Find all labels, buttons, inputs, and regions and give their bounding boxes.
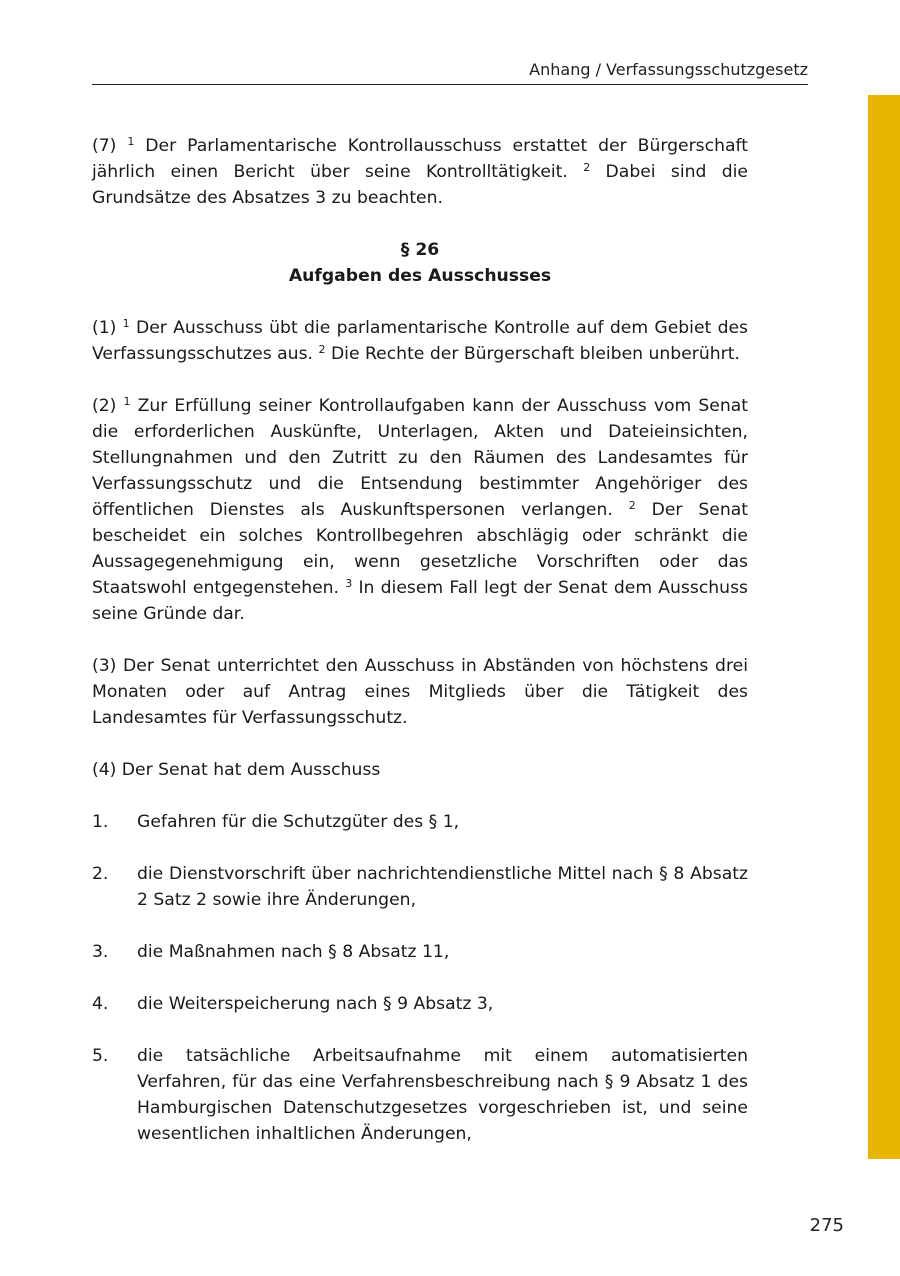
sentence-text: Der Ausschuss übt die parlamentarische Kontrolle auf dem Gebiet des Verfassungsschutzes aus. bbox=[92, 318, 749, 364]
list-item bbox=[92, 809, 748, 835]
sentence-number: 2 bbox=[583, 161, 591, 174]
list-item-text: die Dienstvorschrift über nachrichtendienstliche Mittel nach § 8 Absatz 2 Satz 2 sowie ihre Änderungen, bbox=[137, 864, 748, 910]
page-body bbox=[92, 133, 748, 1173]
paragraph-7 bbox=[92, 133, 748, 211]
sentence-text: Der Senat bescheidet ein solches Kontrollbegehren abschlägig oder schränkt die Aussagegenehmigung ein, wenn gesetzliche Vorschriften oder das Staatswohl entgegenstehen. bbox=[92, 500, 748, 598]
list-item bbox=[92, 991, 748, 1017]
sentence-number: 2 bbox=[318, 343, 326, 356]
sentence-text: Dabei sind die Grundsätze des Absatzes 3 zu beachten. bbox=[92, 162, 749, 208]
paragraph-label: (2) bbox=[92, 396, 117, 416]
paragraph-label: (7) bbox=[92, 136, 117, 156]
list-item bbox=[92, 861, 748, 913]
list-item-number: 2. bbox=[92, 864, 109, 884]
sentence-number: 1 bbox=[127, 135, 135, 148]
list-item-text: Gefahren für die Schutzgüter des § 1, bbox=[137, 812, 460, 832]
sentence-number: 2 bbox=[628, 499, 636, 512]
chapter-tab-marker bbox=[868, 95, 900, 1159]
sentence-number: 1 bbox=[123, 395, 131, 408]
list-item bbox=[92, 939, 748, 965]
section-title: Aufgaben des Ausschusses bbox=[288, 266, 552, 286]
sentence-text: In diesem Fall legt der Senat dem Ausschuss seine Gründe dar. bbox=[92, 578, 748, 624]
sentence-text: Der Parlamentarische Kontrollausschuss erstattet der Bürgerschaft jährlich einen Bericht über seine Kontrolltätigkeit. bbox=[92, 136, 748, 182]
running-title: Anhang / Verfassungsschutzgesetz bbox=[529, 60, 808, 79]
paragraph-4-intro: (4) Der Senat hat dem Ausschuss bbox=[92, 760, 381, 780]
list-item-text: die Weiterspeicherung nach § 9 Absatz 3, bbox=[137, 994, 494, 1014]
sentence-number: 1 bbox=[122, 317, 130, 330]
paragraph-3: (3) Der Senat unterrichtet den Ausschuss in Abständen von höchstens drei Monaten oder auf Antrag eines Mitglieds über die Tätigkeit des Landesamtes für Verfassungsschutz. bbox=[92, 656, 748, 728]
paragraph-2 bbox=[92, 393, 748, 627]
list-item-text: die tatsächliche Arbeitsaufnahme mit einem automatisierten Verfahren, für das eine Verfahrensbeschreibung nach § 9 Absatz 1 des Hamburgischen Datenschutzgesetzes vorgeschrieben ist, und seine wesentlichen inhaltlichen Änderungen, bbox=[137, 1046, 748, 1144]
sentence-number: 3 bbox=[345, 577, 353, 590]
list-item-number: 3. bbox=[92, 942, 109, 962]
sentence-text: Zur Erfüllung seiner Kontrollaufgaben kann der Ausschuss vom Senat die erforderlichen Auskünfte, Unterlagen, Akten und Dateieinsichten, Stellungnahmen und den Zutritt zu den Räumen des Landesamtes für Verfassungsschutz und die Entsendung bestimmter Angehöriger des öffentlichen Dienstes als Auskunftspersonen verlangen. bbox=[92, 396, 748, 520]
list-item-number: 5. bbox=[92, 1046, 109, 1066]
running-header bbox=[92, 58, 808, 85]
list-item-number: 1. bbox=[92, 812, 109, 832]
sentence-text: Die Rechte der Bürgerschaft bleiben unberührt. bbox=[330, 344, 740, 364]
list-item-text: die Maßnahmen nach § 8 Absatz 11, bbox=[137, 942, 450, 962]
paragraph-1 bbox=[92, 315, 748, 367]
list-item bbox=[92, 1043, 748, 1147]
section-number: § 26 bbox=[400, 240, 440, 260]
paragraph-label: (1) bbox=[92, 318, 117, 338]
list-item-number: 4. bbox=[92, 994, 109, 1014]
page-number: 275 bbox=[809, 1215, 844, 1236]
section-heading bbox=[92, 237, 748, 289]
